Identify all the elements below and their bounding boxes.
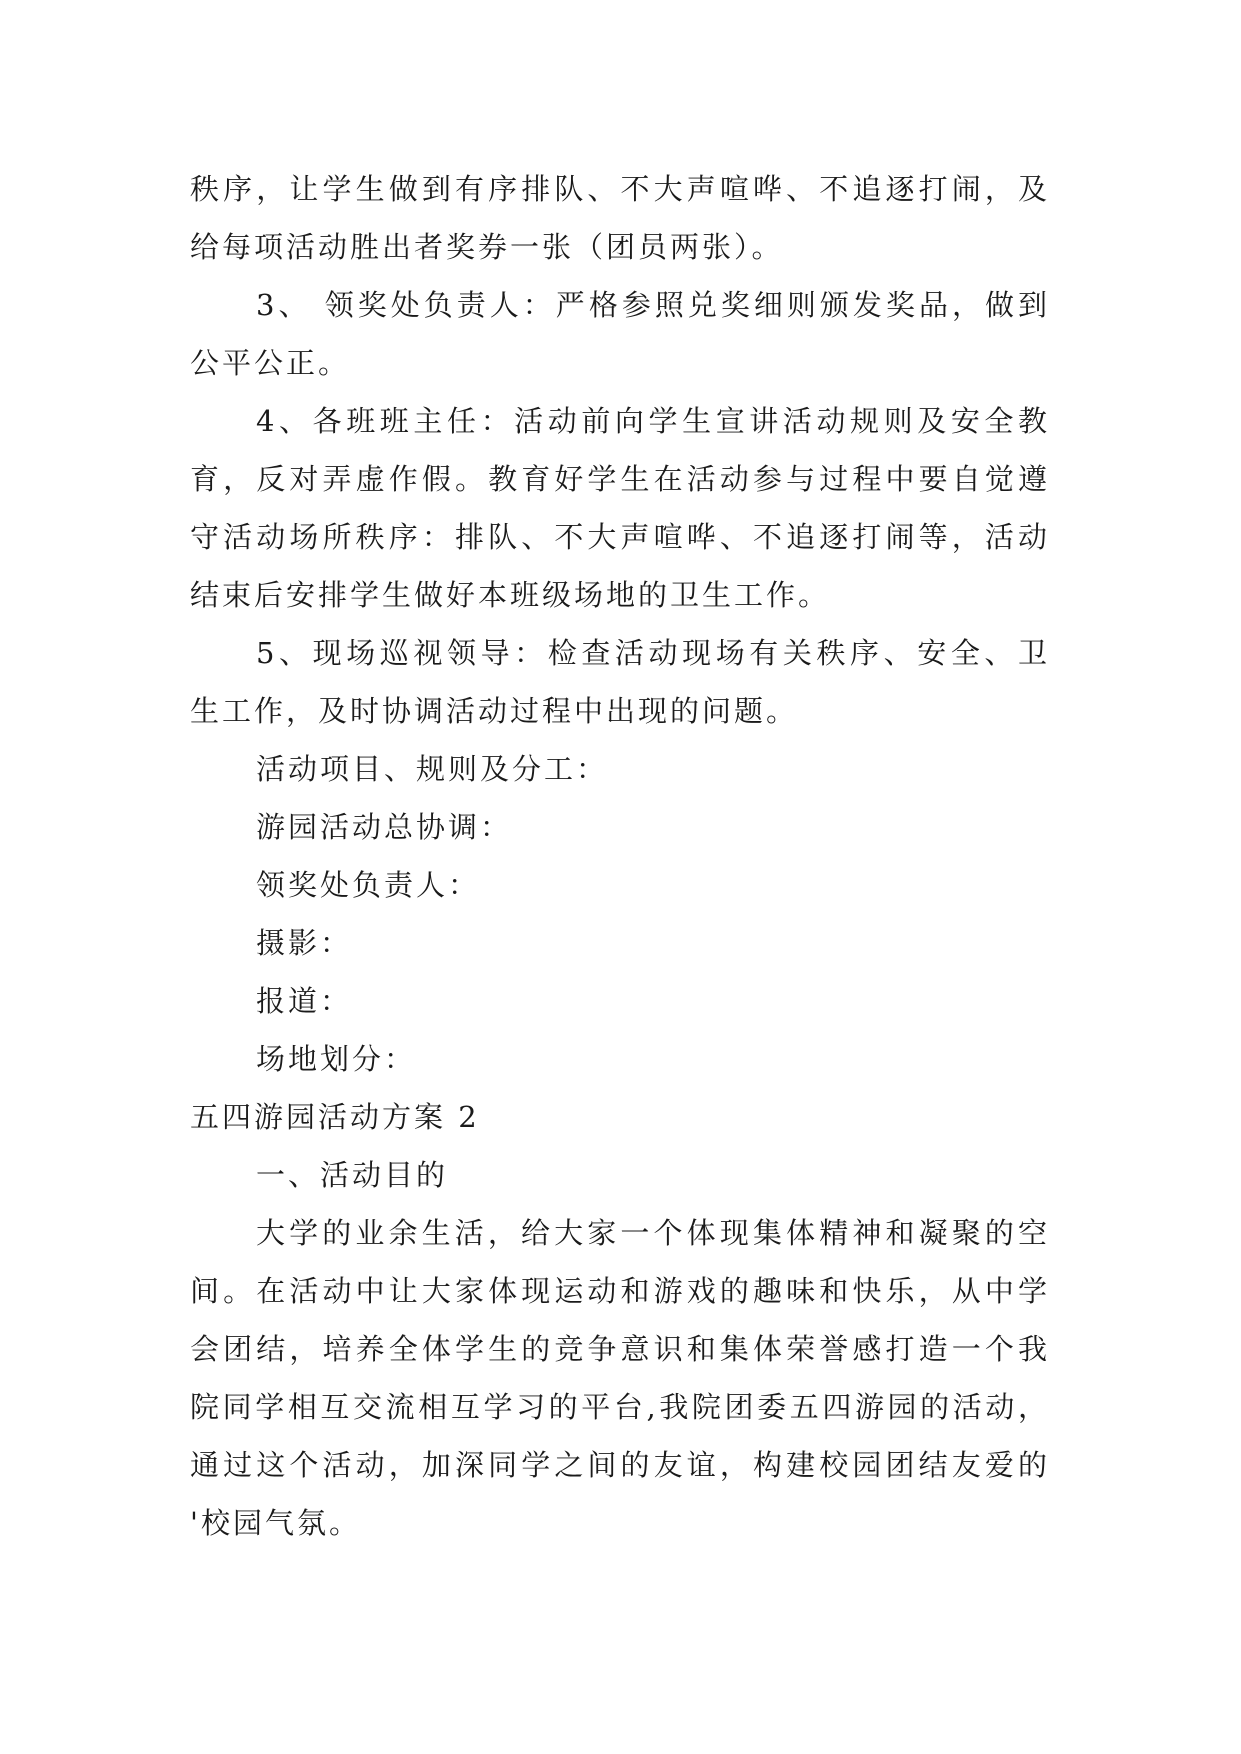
text-line: 生工作，及时协调活动过程中出现的问题。	[190, 694, 799, 728]
text-line: 五四游园活动方案 2	[190, 1100, 480, 1134]
text-line: 秩序，让学生做到有序排队、不大声喧哗、不追逐打闹，及	[190, 172, 1050, 206]
text-line: 活动项目、规则及分工：	[256, 752, 609, 786]
text-line: 通过这个活动，加深同学之间的友谊，构建校园团结友爱的	[190, 1448, 1050, 1482]
text-line: 3、 领奖处负责人：严格参照兑奖细则颁发奖品，做到	[256, 288, 1050, 322]
text-line: '校园气氛。	[190, 1506, 361, 1540]
text-line: 领奖处负责人：	[256, 868, 481, 902]
text-line: 一、活动目的	[256, 1158, 449, 1192]
text-line: 给每项活动胜出者奖券一张（团员两张）。	[190, 230, 784, 264]
text-line: 育，反对弄虚作假。教育好学生在活动参与过程中要自觉遵	[190, 462, 1050, 496]
document-body	[190, 160, 1050, 1552]
text-line: 摄影：	[256, 926, 353, 960]
text-line: 报道：	[256, 984, 353, 1018]
text-line: 公平公正。	[190, 346, 351, 380]
text-line: 游园活动总协调：	[256, 810, 513, 844]
text-line: 间。在活动中让大家体现运动和游戏的趣味和快乐，从中学	[190, 1274, 1050, 1308]
text-line: 场地划分：	[256, 1042, 417, 1076]
text-line: 院同学相互交流相互学习的平台,我院团委五四游园的活动，	[190, 1390, 1050, 1424]
text-line: 结束后安排学生做好本班级场地的卫生工作。	[190, 578, 831, 612]
text-line: 会团结，培养全体学生的竞争意识和集体荣誉感打造一个我	[190, 1332, 1050, 1366]
text-line: 4、各班班主任：活动前向学生宣讲活动规则及安全教	[256, 404, 1050, 438]
text-line: 5、现场巡视领导：检查活动现场有关秩序、安全、卫	[256, 636, 1050, 670]
text-line: 守活动场所秩序：排队、不大声喧哗、不追逐打闹等，活动	[190, 520, 1050, 554]
text-line: 大学的业余生活，给大家一个体现集体精神和凝聚的空	[256, 1216, 1050, 1250]
